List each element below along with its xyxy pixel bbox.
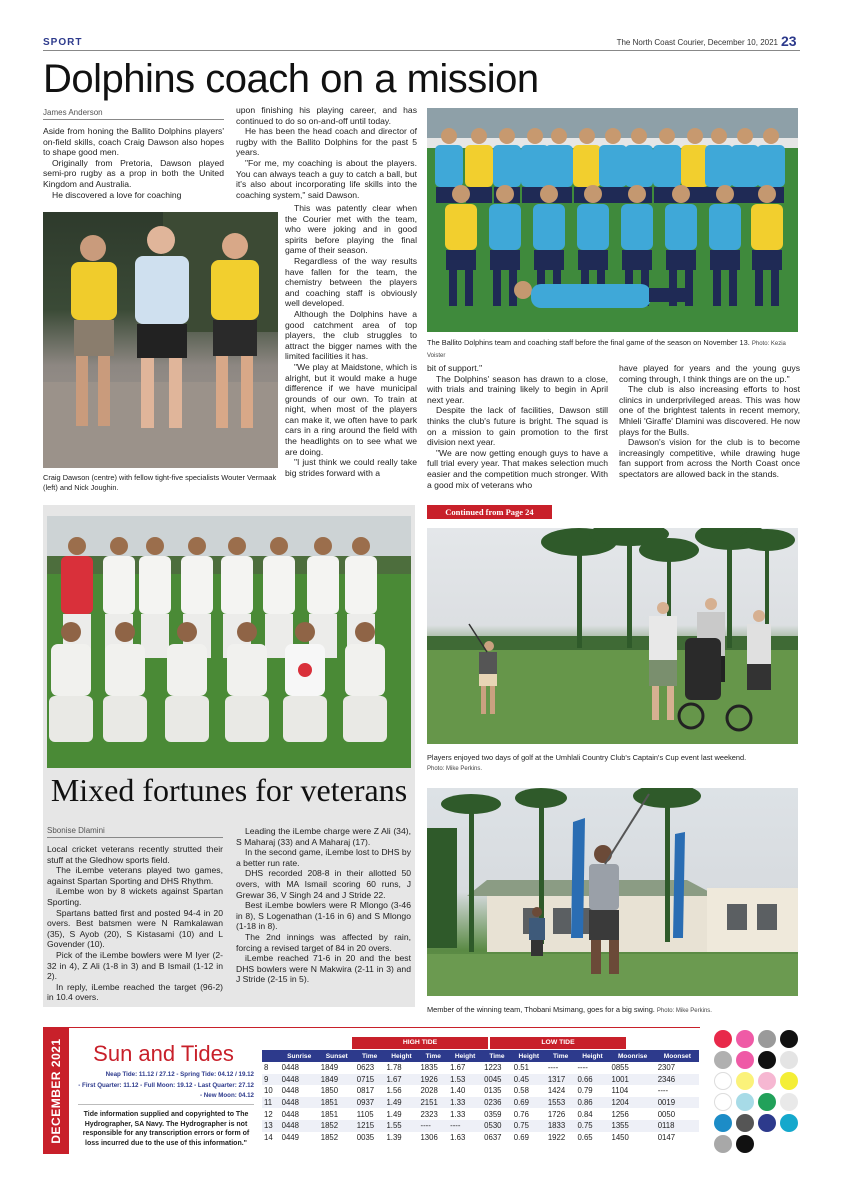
tides-header-row — [262, 1050, 699, 1062]
caption-text: The Ballito Dolphins team and coaching staff before the final game of the season on November 13. — [427, 338, 750, 347]
table-cell: 11 — [262, 1097, 280, 1109]
paragraph: have played for years and the young guys coming through, I think things are on the up." — [619, 363, 800, 384]
paragraph: iLembe reached 71-6 in 20 and the best DHS bowlers were N Makwira (2-11 in 3) and J Stride (2-15 in 5). — [236, 953, 411, 985]
colour-registration-marks — [714, 1030, 802, 1160]
tides-rule — [43, 1027, 700, 1028]
cricket-veterans-photo — [47, 516, 411, 768]
table-cell: 0.58 — [513, 1086, 529, 1096]
colour-swatch — [736, 1030, 754, 1048]
colour-swatch — [780, 1030, 798, 1048]
paragraph: Pick of the iLembe bowlers were M Iyer (2-32 in 4), Z Ali (1-8 in 3) and B Ismail (1-12 in 2). — [47, 949, 223, 982]
table-cell: ---- — [418, 1120, 448, 1132]
table-cell: 0449 — [281, 1132, 299, 1142]
colour-swatch — [758, 1030, 776, 1048]
table-cell: 8 — [264, 1063, 269, 1073]
article1-col2-narrow — [285, 203, 417, 478]
golf-group-illustration — [427, 528, 798, 744]
page-number: 23 — [781, 33, 797, 49]
tides-column-header — [262, 1050, 280, 1062]
table-cell: 0448 — [281, 1109, 299, 1119]
article1-col3 — [427, 363, 608, 490]
table-cell: 0.69 — [512, 1097, 546, 1109]
table-cell: 0.51 — [513, 1063, 529, 1073]
table-cell: 1849 — [320, 1063, 339, 1073]
paragraph: bit of support." — [427, 363, 483, 373]
paragraph: The Dolphins' season has drawn to a close, with trials and training likely to begin in April next year. — [427, 373, 608, 405]
colour-swatch — [736, 1072, 754, 1090]
photo-credit: Photo: Mike Perkins. — [427, 765, 483, 772]
table-cell: 0448 — [281, 1063, 299, 1073]
table-cell: 0855 — [611, 1063, 629, 1073]
table-cell: 1215 — [355, 1120, 385, 1132]
tides-column-header: Height — [575, 1050, 609, 1062]
tides-column-header: Time — [418, 1050, 448, 1062]
table-cell: 0135 — [484, 1086, 502, 1096]
dolphins-team-photo — [427, 108, 798, 332]
table-cell: 1.33 — [450, 1109, 466, 1119]
table-cell: ---- — [657, 1086, 669, 1096]
table-cell: 1.53 — [448, 1074, 482, 1086]
table-cell: 1833 — [546, 1120, 576, 1132]
table-cell: 0.79 — [577, 1086, 593, 1096]
paragraph: In reply, iLembe reached the target (96-2) in 10.4 overs. — [47, 981, 223, 1003]
table-cell: 0448 — [281, 1086, 299, 1096]
table-cell: 1.39 — [386, 1132, 402, 1142]
colour-swatch — [714, 1114, 732, 1132]
tides-column-header: Height — [512, 1050, 546, 1062]
table-cell: 1.33 — [448, 1097, 482, 1109]
table-cell: 0.86 — [575, 1097, 609, 1109]
table-cell: 1424 — [547, 1086, 566, 1096]
table-cell: 1851 — [319, 1097, 355, 1109]
table-cell: 2323 — [420, 1109, 438, 1119]
tides-column-header: Height — [384, 1050, 418, 1062]
team-photo-caption — [427, 338, 798, 361]
tides-column-header: Time — [482, 1050, 512, 1062]
table-cell: 1.56 — [386, 1086, 402, 1096]
table-cell: 0530 — [482, 1120, 512, 1132]
table-cell: 0236 — [482, 1097, 512, 1109]
tides-title: Sun and Tides — [93, 1041, 234, 1066]
table-row — [262, 1120, 699, 1132]
tides-column-header: Moonrise — [609, 1050, 655, 1062]
article2-headline: Mixed fortunes for veterans — [50, 772, 408, 808]
paragraph: Aside from honing the Ballito Dolphins players' on-field skills, coach Craig Dawson also hopes to shape good men. — [43, 126, 224, 158]
photo-credit: Photo: Kezia Voister — [427, 341, 786, 359]
table-cell: 1.49 — [384, 1097, 418, 1109]
colour-swatch — [758, 1072, 776, 1090]
table-cell: 1355 — [609, 1120, 655, 1132]
table-cell: 1204 — [609, 1097, 655, 1109]
colour-swatch — [714, 1093, 732, 1111]
caption-text: Member of the winning team, Thobani Msimang, goes for a big swing. — [427, 1005, 655, 1014]
table-cell: 0937 — [355, 1097, 385, 1109]
paragraph: "For me, my coaching is about the players. You can always teach a guy to catch a ball, but it's also about incorporating life skills into the coaching system," said Dawson. — [236, 157, 417, 200]
table-cell: 1850 — [320, 1086, 339, 1096]
table-cell: 10 — [264, 1086, 273, 1096]
tides-column-header: Time — [546, 1050, 576, 1062]
article1-headline: Dolphins coach on a mission — [43, 57, 539, 101]
colour-swatch — [780, 1114, 798, 1132]
paragraph: Despite the lack of facilities, Dawson still thinks the club's future is bright. The squad is on a mission to gain promotion to the first division next year. — [427, 405, 608, 448]
table-cell: 0359 — [484, 1109, 502, 1119]
table-cell: 0.84 — [577, 1109, 593, 1119]
table-cell: 13 — [262, 1120, 280, 1132]
table-cell: 0.76 — [513, 1109, 529, 1119]
golf-swing-illustration — [427, 788, 798, 996]
paragraph: This was patently clear when the Courier met with the team, who were joking and in good spirits before playing the final game of their season. — [285, 203, 417, 256]
table-cell: 1852 — [319, 1120, 355, 1132]
paragraph: The club is also increasing efforts to host clinics in underprivileged areas. This was how one of the brightest talents in recent memory, Mhleli 'Giraffe' Dlamini was discovered. He now plays for the Bulls. — [619, 384, 800, 437]
paragraph: Leading the iLembe charge were Z Ali (34), S Maharaj (33) and A Maharaj (17). — [236, 826, 411, 847]
paragraph: Dawson's vision for the club is to become increasingly competitive, while drawing huge fan support from across the North Coast once spectators are allowed back in the stands. — [619, 437, 800, 479]
paragraph: He discovered a love for coaching — [52, 189, 182, 200]
neap-spring-line: Neap Tide: 11.12 / 27.12 - Spring Tide: 04.12 / 19.12 — [105, 1071, 254, 1078]
colour-swatch — [758, 1051, 776, 1069]
colour-swatch — [736, 1051, 754, 1069]
golf-group-photo — [427, 528, 798, 744]
continued-from-tag: Continued from Page 24 — [427, 505, 552, 519]
table-cell: 0050 — [657, 1109, 676, 1119]
coaches-photo-illustration — [43, 212, 278, 468]
table-cell: 2346 — [656, 1074, 699, 1086]
table-cell: 0.45 — [512, 1074, 546, 1086]
low-tide-label: LOW TIDE — [490, 1037, 626, 1049]
paragraph: "We play at Maidstone, which is alright, but it would make a huge difference if we have municipal grounds of our own. To train at night, when most of the players can make it, we often have to park cars in a ring around the field with the headlights on to see what we are doing. — [285, 361, 417, 457]
table-row — [262, 1132, 699, 1144]
colour-swatch — [780, 1051, 798, 1069]
paragraph: Regardless of the way results have fallen for the team, the chemistry between the players and coaching staff is obviously well developed. — [285, 255, 417, 309]
colour-swatch — [736, 1093, 754, 1111]
table-cell: 0715 — [355, 1074, 385, 1086]
golf-swing-caption — [427, 1005, 798, 1017]
tides-column-header: Sunrise — [280, 1050, 319, 1062]
table-cell: 0637 — [484, 1132, 502, 1142]
table-cell: 0448 — [280, 1074, 319, 1086]
table-cell: 1726 — [547, 1109, 566, 1119]
paragraph: The iLembe veterans played two games, against Spartan Sporting and DHS Rhythm. — [47, 865, 223, 886]
article1-byline: James Anderson — [43, 108, 224, 120]
tides-column-header: Moonset — [656, 1050, 699, 1062]
article1-col1 — [43, 126, 224, 200]
table-cell: 1105 — [356, 1109, 374, 1119]
article2-col2 — [236, 826, 411, 985]
table-cell: 1926 — [418, 1074, 448, 1086]
paragraph: Spartans batted first and posted 94-4 in 20 overs. Best batsmen were N Ramkalawan (35), S Ayob (20), S Kistasami (10) and L Govender (10). — [47, 907, 223, 950]
colour-swatch — [780, 1072, 798, 1090]
article2-col1 — [47, 844, 223, 1003]
table-cell: 0045 — [482, 1074, 512, 1086]
new-moon-line: - New Moon: 04.12 — [200, 1092, 254, 1099]
table-cell: 1851 — [320, 1109, 339, 1119]
table-cell: 0.69 — [513, 1132, 529, 1142]
table-cell: 1.67 — [450, 1063, 466, 1073]
table-row — [262, 1108, 699, 1120]
tides-table — [262, 1050, 699, 1143]
paragraph: DHS recorded 208-8 in their allotted 50 overs, with MA Ismail scoring 60 runs, J Grewar 36, V Singh 24 and J Stride 22. — [236, 868, 411, 900]
paragraph: He has been the head coach and director of rugby with the Ballito Dolphins for the past 5 years. — [236, 126, 417, 158]
article1-col4 — [619, 363, 800, 480]
tides-month-banner — [43, 1028, 69, 1154]
photo-credit: Photo: Mike Perkins. — [656, 1008, 712, 1014]
table-cell: 0623 — [356, 1063, 375, 1073]
paragraph: The 2nd innings was affected by rain, forcing a revised target of 84 in 20 overs. — [236, 931, 411, 953]
table-cell: 0.65 — [577, 1132, 593, 1142]
colour-swatch — [758, 1093, 776, 1111]
tides-column-header: Sunset — [319, 1050, 355, 1062]
publication-date: The North Coast Courier, December 10, 2021 — [616, 38, 778, 47]
table-cell: 1.49 — [386, 1109, 402, 1119]
tides-column-header: Height — [448, 1050, 482, 1062]
table-cell: 1922 — [547, 1132, 566, 1142]
table-cell: 0035 — [356, 1132, 375, 1142]
table-cell: 14 — [264, 1132, 273, 1142]
table-cell: 1852 — [320, 1132, 339, 1142]
tides-disclaimer: Tide information supplied and copyrighted to The Hydrographer, SA Navy. The Hydrographer is not responsible for any transcription errors or form of loss incurred due to the use of this information." — [78, 1104, 254, 1148]
table-cell: 0448 — [280, 1120, 319, 1132]
table-cell: 1.67 — [384, 1074, 418, 1086]
table-cell: 1.40 — [450, 1086, 466, 1096]
coaches-photo — [43, 212, 278, 468]
colour-swatch — [736, 1114, 754, 1132]
colour-swatch — [736, 1135, 754, 1153]
paragraph: iLembe won by 8 wickets against Spartan Sporting. — [47, 886, 223, 907]
table-cell: 1.63 — [450, 1132, 466, 1142]
moon-phases — [73, 1070, 254, 1102]
table-cell: 0.66 — [575, 1074, 609, 1086]
paragraph: upon finishing his playing career, and has continued to do so on-and-off until today. — [236, 105, 417, 126]
table-cell: 0.75 — [575, 1120, 609, 1132]
tides-body — [262, 1062, 699, 1143]
table-cell: 1450 — [611, 1132, 629, 1142]
table-cell: 1306 — [420, 1132, 438, 1142]
table-cell: 12 — [264, 1109, 273, 1119]
table-cell: 0448 — [280, 1097, 319, 1109]
table-cell: 0019 — [656, 1097, 699, 1109]
article2-byline: Sbonise Dlamini — [47, 826, 223, 838]
table-cell: 2307 — [657, 1063, 676, 1073]
paragraph: "I just think we could really take big strides forward with a — [285, 457, 417, 478]
high-tide-label: HIGH TIDE — [352, 1037, 488, 1049]
table-cell: 1223 — [484, 1063, 502, 1073]
header-rule — [43, 50, 800, 51]
table-cell: 1001 — [609, 1074, 655, 1086]
golf-swing-photo — [427, 788, 798, 996]
tides-column-header: Time — [355, 1050, 385, 1062]
month-label: DECEMBER 2021 — [49, 1038, 63, 1144]
golf-group-caption — [427, 753, 798, 774]
table-cell: 1.78 — [386, 1063, 402, 1073]
table-cell: 1317 — [546, 1074, 576, 1086]
paragraph: Best iLembe bowlers were R Mlongo (3-46 in 8), S Logenathan (1-16 in 6) and S Mlongo (1-18 in 8). — [236, 900, 411, 932]
cricket-photo-illustration — [47, 516, 411, 768]
colour-swatch — [758, 1114, 776, 1132]
paragraph: "We are now getting enough guys to have a full trial every year. That makes selection much easier and the competition much stronger. With a good mix of veterans who — [427, 447, 608, 490]
table-cell: 1104 — [611, 1086, 629, 1096]
table-cell: 0817 — [356, 1086, 375, 1096]
quarter-line: - First Quarter: 11.12 - Full Moon: 19.12 - Last Quarter: 27.12 — [78, 1081, 254, 1089]
table-row — [262, 1074, 699, 1086]
table-cell: 1849 — [319, 1074, 355, 1086]
table-row — [262, 1097, 699, 1109]
article1-col2-top — [236, 105, 417, 200]
colour-swatch — [714, 1051, 732, 1069]
paragraph: Originally from Pretoria, Dawson played semi-pro rugby as a prop in both the United Kingdom and Australia. — [43, 157, 224, 189]
table-cell: 1256 — [611, 1109, 629, 1119]
section-label: SPORT — [43, 37, 83, 48]
colour-swatch — [714, 1072, 732, 1090]
colour-swatch — [714, 1135, 732, 1153]
table-cell: 9 — [262, 1074, 280, 1086]
table-cell: 1553 — [546, 1097, 576, 1109]
table-cell: 0147 — [657, 1132, 676, 1142]
table-cell: ---- — [547, 1063, 559, 1073]
table-cell: ---- — [448, 1120, 482, 1132]
table-row — [262, 1085, 699, 1097]
colour-swatch — [714, 1030, 732, 1048]
paragraph: In the second game, iLembe lost to DHS by a better run rate. — [236, 847, 411, 868]
table-cell: 2028 — [420, 1086, 438, 1096]
paragraph: Although the Dolphins have a good catchment area of top players, the club struggles to attract the bigger names with the limited facilities it has. — [285, 308, 417, 362]
coaches-photo-caption: Craig Dawson (centre) with fellow tight-five specialists Wouter Vermaak (left) and Nick Joughin. — [43, 473, 277, 492]
paragraph: Local cricket veterans recently strutted their stuff at the Gledhow sports field. — [47, 844, 223, 865]
table-row — [262, 1062, 699, 1074]
table-cell: 1.55 — [384, 1120, 418, 1132]
table-cell: 0.75 — [512, 1120, 546, 1132]
team-photo-illustration — [427, 108, 798, 332]
table-cell: 0118 — [656, 1120, 699, 1132]
table-cell: 1835 — [420, 1063, 438, 1073]
caption-text: Players enjoyed two days of golf at the Umhlali Country Club's Captain's Cup event last weekend. — [427, 753, 747, 762]
table-cell: 2151 — [418, 1097, 448, 1109]
colour-swatch — [780, 1093, 798, 1111]
table-cell: ---- — [577, 1063, 588, 1073]
